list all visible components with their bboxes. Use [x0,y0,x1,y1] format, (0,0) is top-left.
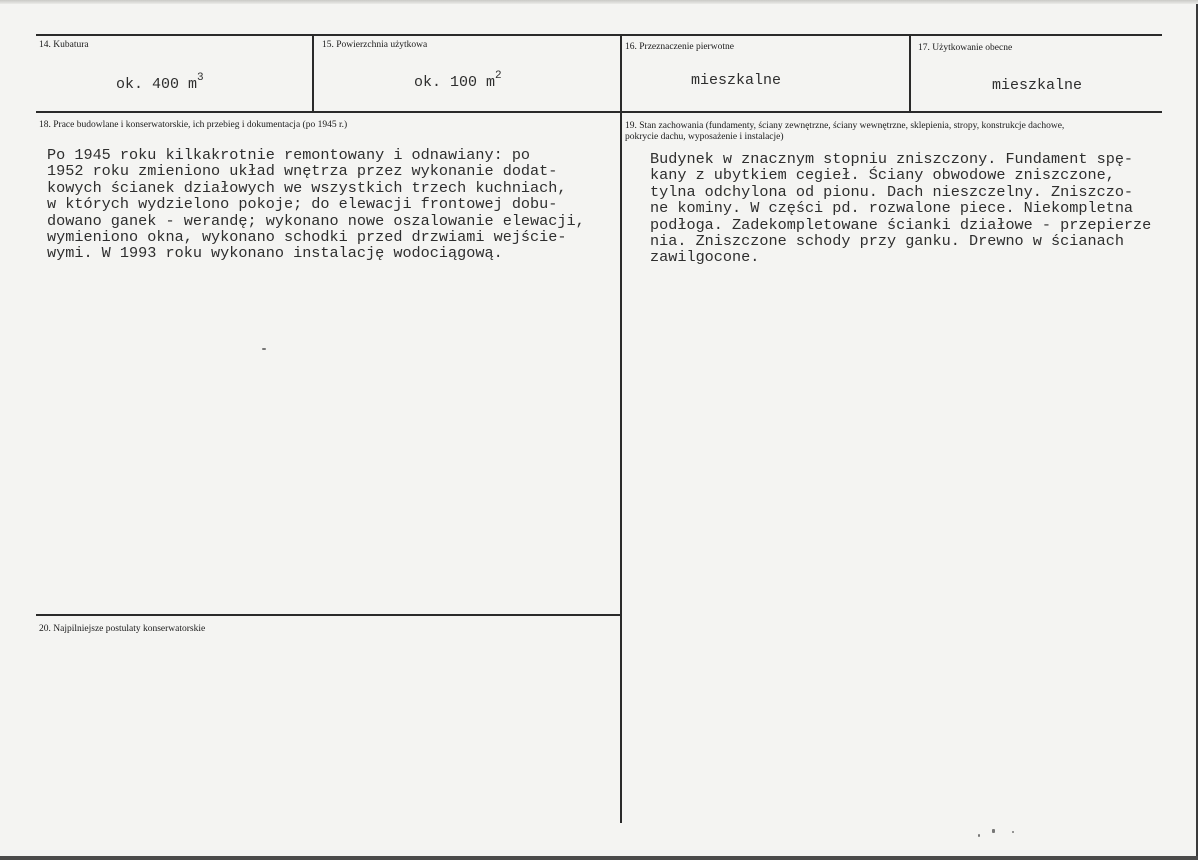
row-divider [36,111,1162,113]
field-19-line: zawilgocone. [650,248,760,267]
top-edge [0,0,1198,4]
field-19-line: Budynek w znacznym stopniu zniszczony. Fundament spę- [650,150,1134,168]
field-19-label-line2: pokrycie dachu, wyposażenie i instalacje) [625,132,784,142]
field-14-exponent: 3 [197,72,204,84]
field-17-value: mieszkalne [992,77,1083,94]
paper-speck [262,348,266,350]
field-16-value: mieszkalne [691,72,782,89]
paper-speck [1012,831,1014,833]
field-18-label: 18. Prace budowlane i konserwatorskie, ich przebieg i dokumentacja (po 1945 r.) [39,120,348,130]
top-rule [36,34,1162,36]
col-divider-16-17 [909,34,911,113]
bottom-edge [0,856,1198,860]
field-19-line: nia. Zniszczone schody przy ganku. Drewno w ścianach [650,232,1124,251]
field-18-line: wymieniono okna, wykonano schodki przed drzwiami wejście- [47,228,567,247]
field-19-text [650,151,1151,266]
field-18-line: dowano ganek - werandę; wykonano nowe oszalowanie elewacji, [47,211,585,230]
field-14-value-text: ok. 400 m [116,76,198,93]
field-19-line: tylna odchylona od pionu. Dach nieszczelny. Zniszczo- [650,182,1134,201]
field-18-line: w których wydzielono pokoje; do elewacji frontowej dobu- [47,195,558,214]
field-18-line: wymi. W 1993 roku wykonano instalację wodociągową. [47,244,503,263]
field-18-text [47,147,585,262]
field-14-label: 14. Kubatura [39,40,89,50]
field-20-label: 20. Najpilniejsze postulaty konserwatorskie [39,624,206,634]
paper-speck [978,834,980,837]
field-16-label: 16. Przeznaczenie pierwotne [625,42,734,52]
field-14-value [116,74,204,93]
field-15-exponent: 2 [495,70,502,82]
field-18-line: Po 1945 roku kilkakrotnie remontowany i odnawiany: po [47,146,531,164]
paper-speck [992,829,995,833]
center-divider [620,34,622,823]
field-17-label: 17. Użytkowanie obecne [918,43,1013,53]
field-18-line: kowych ścianek działowych we wszystkich trzech kuchniach, [47,178,567,197]
field-19-line: podłoga. Zadekompletowane ścianki działowe - przepierze [650,215,1152,234]
field-19-line: kany z ubytkiem cegieł. Ściany obwodowe zniszczone, [650,166,1115,185]
field-15-label: 15. Powierzchnia użytkowa [322,40,428,50]
col-divider-14-15 [312,34,314,113]
field-15-value [414,72,502,91]
field-19-line: ne kominy. W części pd. rozwalone piece. Niekompletna [650,199,1134,218]
field-18-line: 1952 roku zmieniono układ wnętrza przez wykonanie dodat- [47,162,558,181]
section-20-rule [36,614,622,616]
field-15-value-text: ok. 100 m [414,74,496,91]
field-19-label-line1: 19. Stan zachowania (fundamenty, ściany zewnętrzne, ściany wewnętrzne, sklepienia, stropy, konstrukcje dachowe, [625,121,1065,131]
